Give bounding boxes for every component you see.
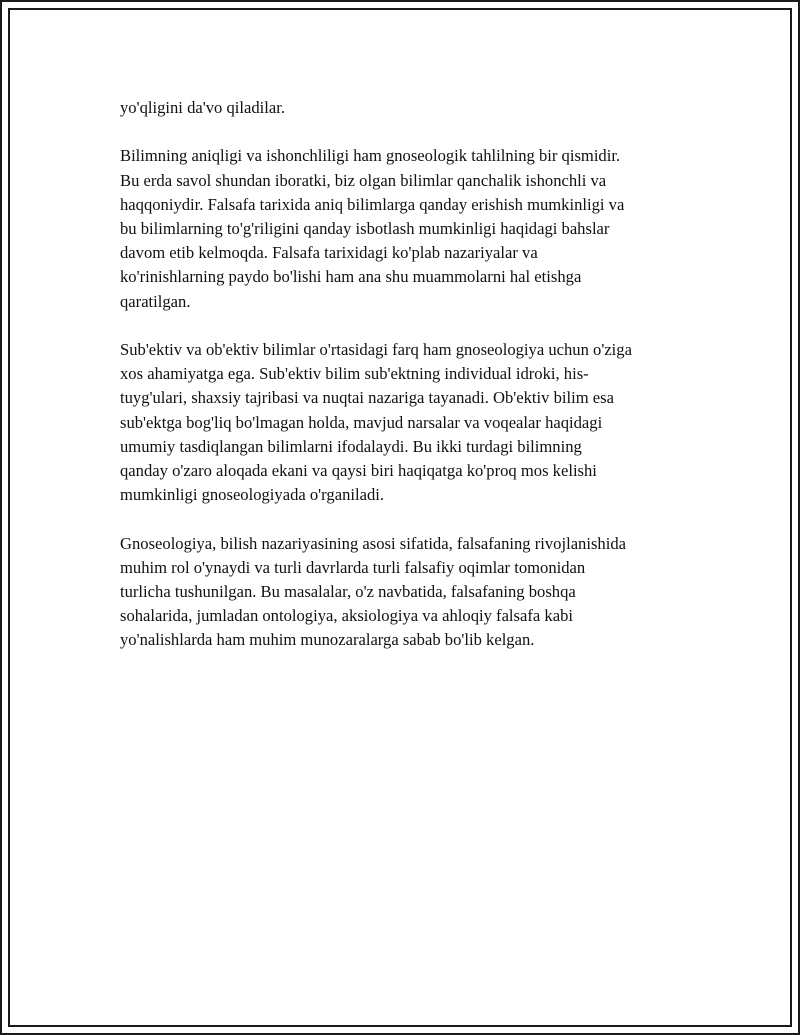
text-line: yo'qligini da'vo qiladilar. — [120, 98, 285, 117]
paragraph-4 — [120, 532, 692, 653]
text-line: xos ahamiyatga ega. Sub'ektiv bilim sub'ektning individual idroki, his- — [120, 364, 589, 384]
text-line: Gnoseologiya, bilish nazariyasining asosi sifatida, falsafaning rivojlanishida — [120, 533, 626, 553]
paragraph-3 — [120, 338, 692, 507]
text-line: Sub'ektiv va ob'ektiv bilimlar o'rtasidagi farq ham gnoseologiya uchun o'ziga — [120, 340, 632, 359]
text-line: Bu erda savol shundan iboratki, biz olgan bilimlar qanchalik ishonchli va — [120, 170, 607, 190]
text-line: ko'rinishlarning paydo bo'lishi ham ana shu muammolarni hal etishga — [120, 267, 582, 287]
document-body — [120, 96, 692, 677]
text-line: yo'nalishlarda ham muhim munozaralarga sabab bo'lib kelgan. — [120, 630, 535, 650]
text-line: tuyg'ulari, shaxsiy tajribasi va nuqtai nazariga tayanadi. Ob'ektiv bilim esa — [120, 388, 614, 408]
text-line: haqqoniydir. Falsafa tarixida aniq bilimlarga qanday erishish mumkinligi va — [120, 194, 625, 214]
text-line: qanday o'zaro aloqada ekani va qaysi biri haqiqatga ko'proq mos kelishi — [120, 461, 597, 481]
text-line: sohalarida, jumladan ontologiya, aksiologiya va ahloqiy falsafa kabi — [120, 606, 573, 626]
text-line: turlicha tushunilgan. Bu masalalar, o'z navbatida, falsafaning boshqa — [120, 582, 576, 602]
text-line: davom etib kelmoqda. Falsafa tarixidagi ko'plab nazariyalar va — [120, 243, 538, 263]
text-line: sub'ektga bog'liq bo'lmagan holda, mavjud narsalar va voqealar haqidagi — [120, 412, 603, 432]
text-line: muhim rol o'ynaydi va turli davrlarda turli falsafiy oqimlar tomonidan — [120, 557, 586, 577]
text-line: Bilimning aniqligi va ishonchliligi ham gnoseologik tahlilning bir qismidir. — [120, 146, 621, 166]
text-line: qaratilgan. — [120, 291, 191, 311]
paragraph-1 — [120, 96, 692, 120]
text-line: mumkinligi gnoseologiyada o'rganiladi. — [120, 485, 385, 505]
text-line: umumiy tasdiqlangan bilimlarni ifodalaydi. Bu ikki turdagi bilimning — [120, 436, 582, 456]
text-line: bu bilimlarning to'g'riligini qanday isbotlash mumkinligi haqidagi bahslar — [120, 219, 610, 238]
paragraph-2 — [120, 144, 692, 313]
